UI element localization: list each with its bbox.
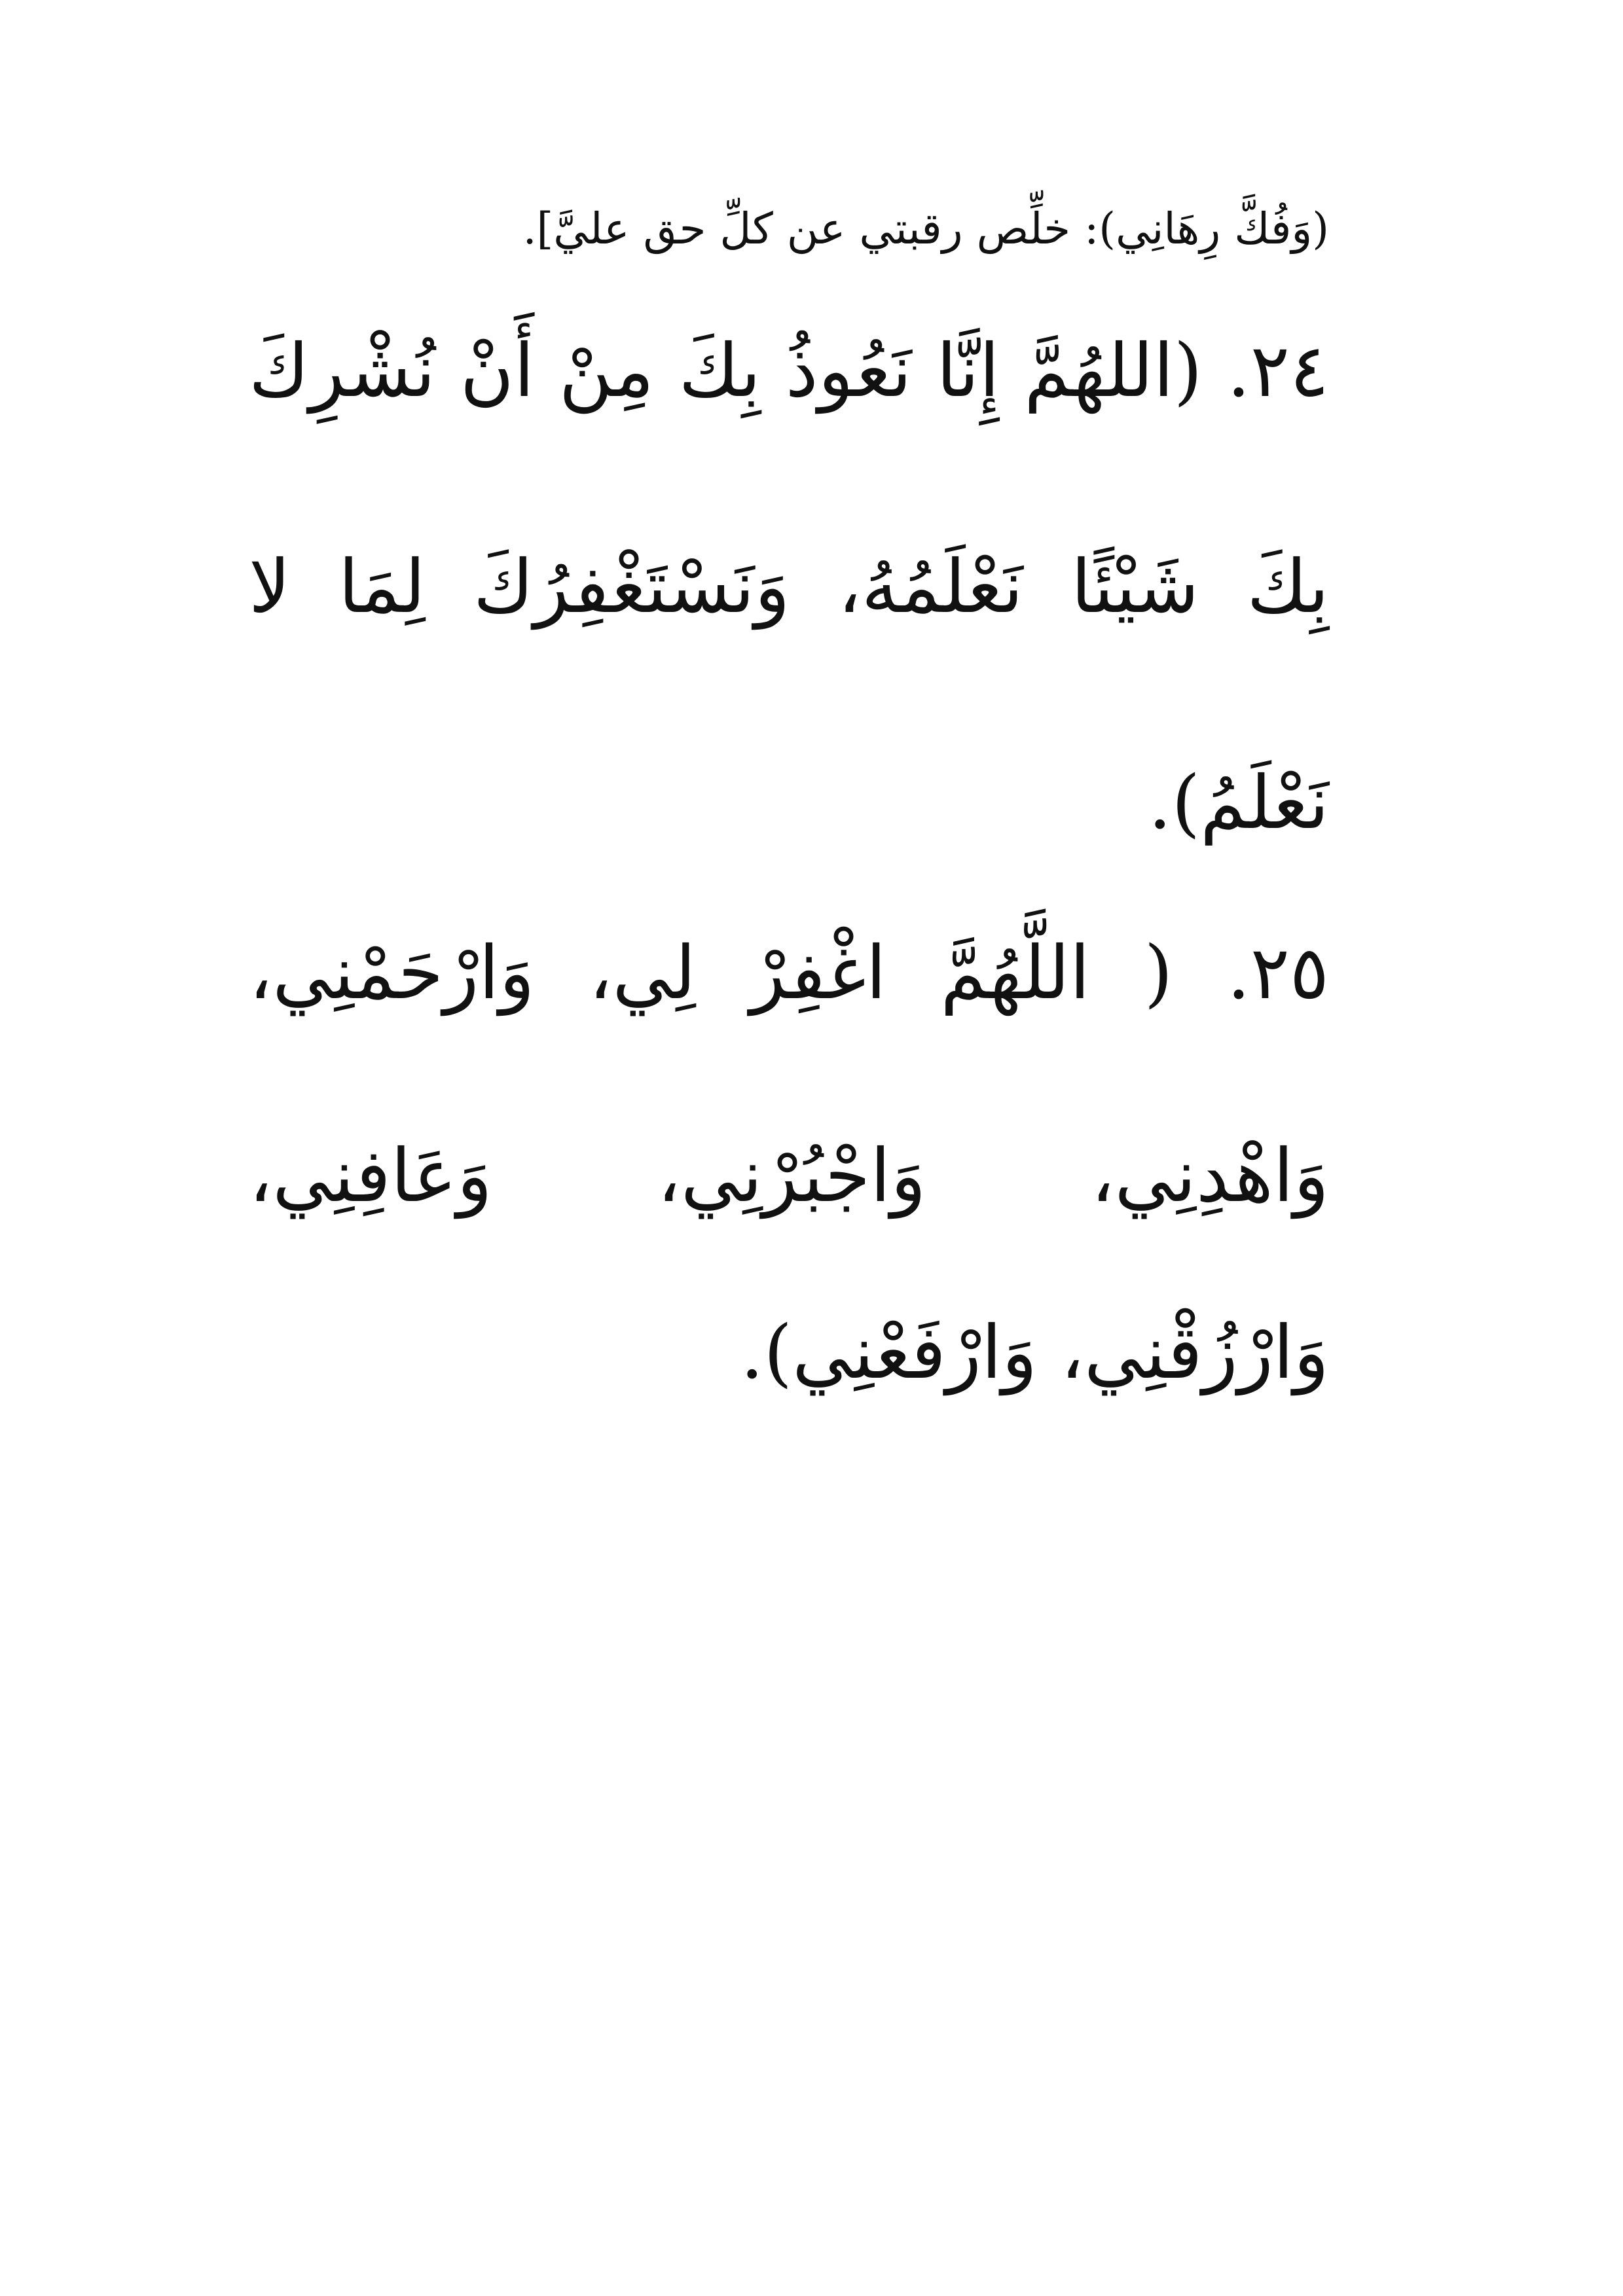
dua-25-line-3: وَارْزُقْنِي، وَارْفَعْنِي). bbox=[740, 1310, 1329, 1395]
dua-24-line-3: نَعْلَمُ). bbox=[1148, 761, 1329, 846]
dua-24-line-1: ٢٤. (اللهُمَّ إِنَّا نَعُوذُ بِكَ مِنْ أَنْ نُشْرِكَ bbox=[249, 329, 1329, 414]
dua-25-line-1: ٢٥. ( اللَّهُمَّ اغْفِرْ لِي، وَارْحَمْنِي، bbox=[249, 931, 1329, 1016]
dua-25-line-2: وَاهْدِنِي، وَاجْبُرْنِي، وَعَافِنِي، bbox=[249, 1134, 1329, 1219]
dua-24-line-2: بِكَ شَيْئًا نَعْلَمُهُ، وَنَسْتَغْفِرُكَ لِمَا لا bbox=[249, 545, 1329, 630]
footnote-line: (وَفُكَّ رِهَانِي): خلِّص رقبتي عن كلِّ حق عليَّ]. bbox=[522, 204, 1329, 254]
